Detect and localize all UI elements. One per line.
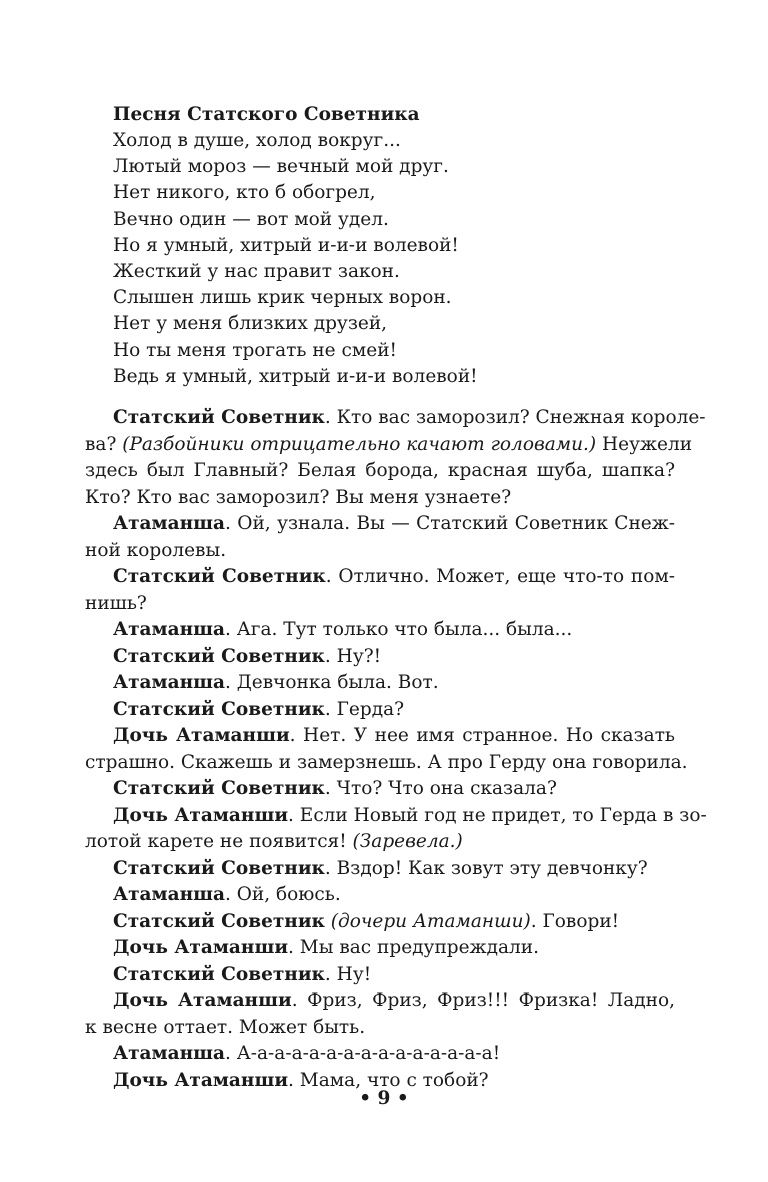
speaker-name: Дочь Атаманши (113, 1069, 289, 1091)
speaker-name: Дочь Атаманши (113, 804, 289, 826)
song-line: Но ты меня трогать не смей! (113, 339, 397, 361)
dialogue-line (85, 882, 675, 909)
speaker-name: Дочь Атаманши (113, 725, 290, 746)
stage-direction: (дочери Атаманши) (324, 910, 531, 932)
dialogue-line (85, 856, 675, 883)
speech-text: . Ой, узнала. Вы — Статский Советник Снеж- (225, 513, 675, 534)
speech-text: . Ой, боюсь. (225, 884, 341, 905)
speech-text: . Ну! (324, 963, 372, 985)
speaker-name: Статский Советник (113, 963, 325, 985)
dialogue-line (85, 909, 675, 936)
speaker-name: Статский Советник (113, 645, 325, 667)
dialogue-line (85, 935, 675, 962)
speech-text: . Вздор! Как зовут эту девчонку? (324, 857, 648, 879)
speech-text: . Герда? (324, 698, 405, 720)
speech-text: ной королевы. (85, 539, 227, 561)
dialogue-line (85, 776, 675, 803)
speech-text: ва? (85, 433, 123, 455)
song-line: Нет у меня близких друзей, (113, 313, 388, 335)
dialogue-line (85, 644, 675, 671)
dialogue-line (85, 564, 675, 591)
speech-text: . Мы вас предупреждали. (288, 937, 539, 958)
speaker-name: Дочь Атаманши (113, 937, 289, 958)
stage-direction: (Разбойники отрицательно качают головами.) (122, 433, 597, 455)
speech-text: . А-а-а-а-а-а-а-а-а-а-а-а-а-а-а! (225, 1043, 501, 1064)
speech-text: Неужели (596, 433, 693, 455)
dialogue-line (85, 538, 675, 565)
dialogue-line (85, 962, 675, 989)
song-block (113, 102, 478, 390)
speaker-name: Дочь Атаманши (113, 990, 292, 1011)
speaker-name: Статский Советник (113, 566, 326, 587)
speech-text: . Что? Что она сказала? (324, 778, 557, 799)
speech-text: . Девчонка была. Вот. (225, 672, 439, 693)
speaker-name: Статский Советник (113, 910, 325, 932)
dialogue-line (85, 750, 688, 777)
dialogue-line (85, 1015, 675, 1042)
song-line: Вечно один — вот мой удел. (113, 208, 389, 230)
song-line: Ведь я умный, хитрый и-и-и волевой! (113, 365, 478, 387)
dialogue-line (85, 511, 675, 538)
dialogue-line (85, 432, 693, 459)
speech-text: . Ну?! (324, 645, 382, 667)
stage-direction: (Заревела.) (352, 831, 463, 852)
dialogue-line (85, 803, 707, 830)
song-line: Слышен лишь крик черных ворон. (113, 287, 452, 309)
speech-text: страшно. Скажешь и замерзнешь. А про Герду она говорила. (85, 751, 688, 773)
speaker-name: Атаманша (113, 672, 225, 693)
song-line: Жесткий у нас правит закон. (113, 260, 400, 282)
speech-text: Кто? Кто вас заморозил? Вы меня узнаете? (85, 486, 512, 508)
song-line: Холод в душе, холод вокруг... (113, 130, 401, 151)
speech-text: . Отлично. Может, еще что-то пом- (325, 566, 675, 587)
dialogue-line (85, 723, 675, 750)
speech-text: . Ага. Тут только что была... была... (225, 619, 573, 640)
speaker-name: Атаманша (113, 513, 225, 534)
dialogue-line (85, 405, 706, 432)
speech-text: лотой карете не появится! (85, 831, 353, 852)
dialogue-line (85, 670, 675, 697)
speech-text: нишь? (85, 592, 147, 614)
speaker-name: Атаманша (113, 619, 225, 640)
song-title: Песня Статского Советника (113, 104, 420, 125)
speaker-name: Статский Советник (113, 778, 325, 799)
dialogue-line (85, 988, 675, 1015)
dialogue-line (85, 1041, 675, 1068)
speaker-name: Атаманша (113, 884, 225, 905)
speech-text: . Фриз, Фриз, Фриз!!! Фризка! Ладно, (291, 990, 676, 1011)
dialogue-line (85, 617, 675, 644)
speech-text: . Нет. У нее имя странное. Но сказать (289, 725, 675, 746)
song-line: Но я умный, хитрый и-и-и волевой! (113, 234, 459, 256)
dialogue-line (85, 697, 675, 724)
speaker-name: Атаманша (113, 1043, 225, 1064)
dialogue-line (85, 458, 675, 485)
speech-text: здесь был Главный? Белая борода, красная шуба, шапка? (85, 460, 675, 481)
speech-text: . Мама, что с тобой? (288, 1069, 489, 1091)
speaker-name: Статский Советник (113, 857, 325, 879)
dialogue-block (85, 405, 707, 1094)
speaker-name: Статский Советник (113, 698, 325, 720)
song-line: Лютый мороз — вечный мой друг. (113, 156, 449, 178)
song-line: Нет никого, кто б обогрел, (113, 182, 376, 204)
speech-text: . Кто вас заморозил? Снежная короле- (324, 407, 706, 428)
speech-text: . Если Новый год не придет, то Герда в зо- (288, 804, 707, 826)
speech-text: . Говори! (530, 910, 620, 932)
speaker-name: Статский Советник (113, 407, 325, 428)
dialogue-line (85, 485, 675, 512)
dialogue-line (85, 591, 675, 618)
speech-text: к весне оттает. Может быть. (85, 1016, 366, 1038)
page-number: • 9 • (359, 1088, 409, 1109)
dialogue-line (85, 829, 675, 856)
